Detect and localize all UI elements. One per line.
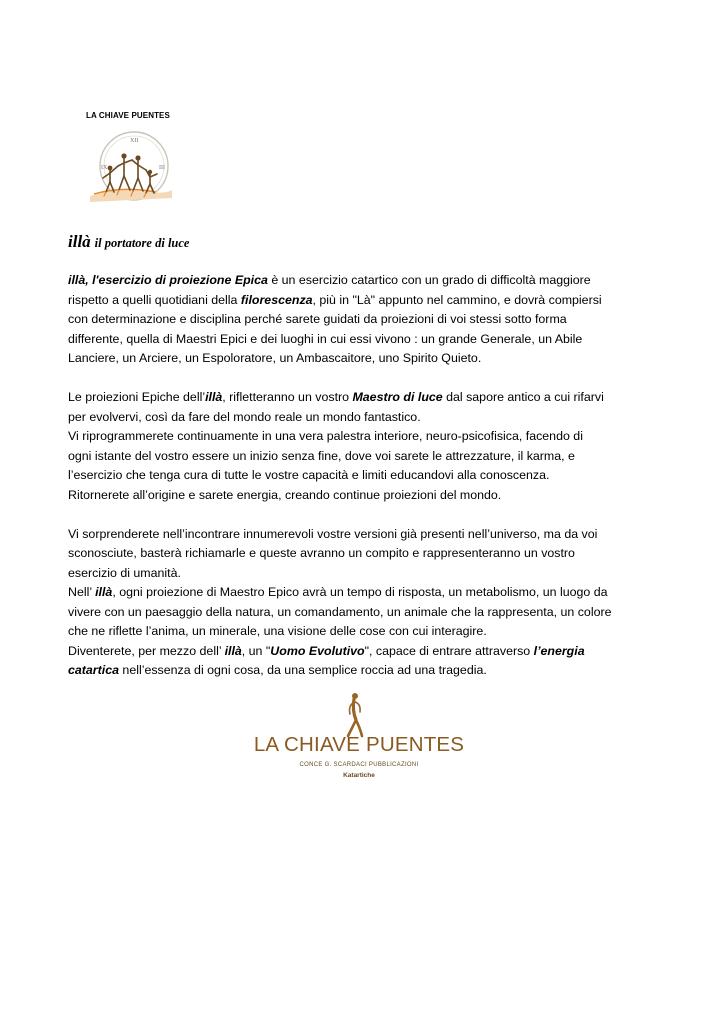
term-filorescenza: filorescenza	[240, 292, 313, 307]
paragraph-2-line	[68, 388, 648, 408]
paragraph-1-line	[68, 271, 648, 291]
header-brand-label: LA CHIAVE PUENTES	[86, 111, 170, 120]
paragraph-3-line: che ne riflette l’anima, un minerale, una visione delle cose con cui interagire.	[68, 624, 487, 638]
footer-brand: LA CHIAVE PUENTES	[253, 733, 465, 756]
paragraph-2-line: per evolvervi, così da fare del mondo reale un mondo fantastico.	[68, 409, 421, 424]
paragraph-1-line: con determinazione e disciplina perché sarete guidati da proiezioni di voi stessi sotto forma	[68, 312, 567, 326]
paragraph-3-line	[68, 661, 648, 681]
term-catartica: catartica	[68, 663, 119, 677]
term-illa-esercizio: illà, l'esercizio di proiezione Epica	[68, 273, 268, 287]
text-span: , un "	[241, 643, 271, 658]
paragraph-2-line: l’esercizio che tenga cura di tutte le vostre capacità e limiti educandovi alla conoscenza.	[68, 468, 550, 482]
paragraph-1-line: differente, quella di Maestri Epici e dei luoghi in cui essi vivono : un grande Generale, un Abile	[68, 331, 583, 346]
clock-numeral-xii: XII	[130, 138, 139, 144]
paragraph-3-line: sconosciute, basterà richiamarle e queste avranno un compito e rappresenteranno un vostro	[68, 546, 575, 560]
body-text	[68, 271, 648, 681]
paragraph-2-line: Ritornerete all’origine e sarete energia, creando continue proiezioni del mondo.	[68, 487, 502, 502]
paragraph-2-line: ogni istante del vostro essere un inizio senza fine, dove voi sarete le attrezzature, il karma, e	[68, 448, 575, 463]
paragraph-3-line: vivere con un paesaggio della natura, un comandamento, un animale che la rappresenta, un colore	[68, 604, 612, 619]
paragraph-1-line: Lanciere, un Arciere, un Espoloratore, un Ambascaitore, uno Spirito Quieto.	[68, 351, 482, 365]
text-span: dal sapore antico a cui rifarvi	[442, 390, 604, 404]
footer-subtitle: Katartiche	[343, 772, 375, 779]
term-illa: illà	[224, 643, 242, 658]
paragraph-3-line: esercizio di umanità.	[68, 565, 181, 580]
text-span: è un esercizio catartico con un grado di difficoltà maggiore	[267, 273, 591, 287]
paragraph-3-line	[68, 583, 648, 603]
term-energia: l’energia	[533, 643, 585, 658]
title-sub: il portatore di luce	[94, 236, 190, 250]
clock-numeral-ix: IX	[101, 165, 108, 171]
footer-publisher: CONCE G. SCARDACI PUBBLICAZIONI	[299, 762, 419, 768]
text-span: Le proiezioni Epiche dell’	[68, 390, 206, 404]
title-main: illà	[68, 232, 91, 251]
text-span: ", capace di entrare attraverso	[364, 643, 534, 658]
paragraph-gap	[68, 505, 648, 525]
text-span: Diventerete, per mezzo dell’	[68, 643, 225, 658]
clock-figures-logo	[86, 126, 176, 210]
text-span: rispetto a quelli quotidiani della	[68, 292, 241, 307]
text-span: , rifletteranno un vostro	[222, 390, 353, 404]
paragraph-gap	[68, 369, 648, 389]
text-span: , ogni proiezione di Maestro Epico avrà un tempo di risposta, un metabolismo, un luogo da	[112, 585, 608, 599]
paragraph-1-line	[68, 291, 648, 311]
paragraph-3-line: Vi sorprenderete nell’incontrare innumerevoli vostre versioni già presenti nell’universo, ma da voi	[68, 526, 598, 541]
text-span: Nell’	[68, 585, 96, 599]
page-title	[68, 232, 189, 252]
term-illa: illà	[205, 390, 223, 404]
clock-numeral-iii: III	[159, 165, 165, 171]
paragraph-2-line: Vi riprogrammerete continuamente in una vera palestra interiore, neuro-psicofisica, facendo di	[68, 429, 583, 443]
paragraph-3-line	[68, 642, 648, 662]
text-span: , più in "Là" appunto nel cammino, e dovrà compiersi	[312, 292, 602, 307]
term-maestro-di-luce: Maestro di luce	[352, 390, 443, 404]
term-illa: illà	[95, 585, 113, 599]
text-span: nell’essenza di ogni cosa, da una semplice roccia ad una tragedia.	[118, 663, 487, 677]
term-uomo-evolutivo: Uomo Evolutivo	[270, 643, 365, 658]
